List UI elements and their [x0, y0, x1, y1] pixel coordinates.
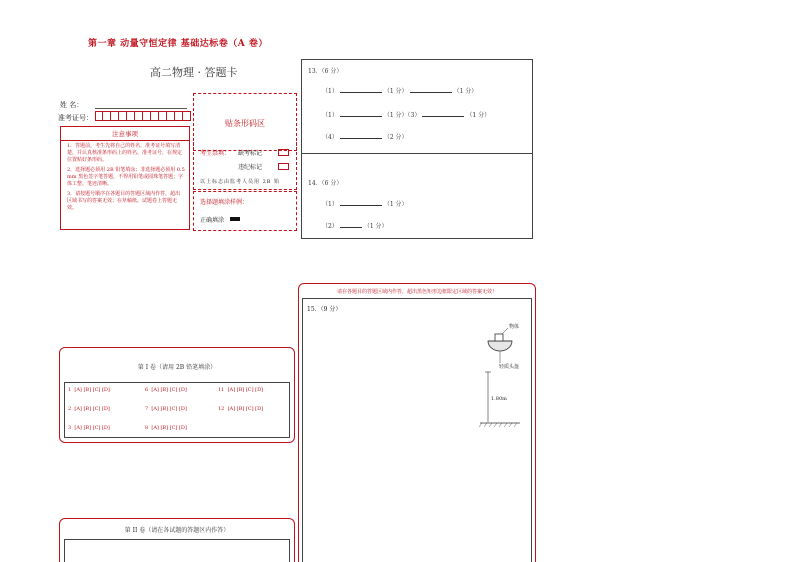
q14-row-2: （2） （1 分） — [322, 223, 388, 230]
exam-title: 第一章 动量守恒定律 基础达标卷（A 卷） — [88, 39, 268, 49]
q15-figure — [478, 319, 538, 434]
part2-answer-area[interactable] — [64, 539, 290, 562]
part1-title: 第 I 卷（请用 2B 铅笔填涂） — [137, 364, 217, 371]
q13-row-2: （1） （1 分）（3） （1 分） — [322, 112, 491, 119]
choice-12[interactable]: 12 [A] [B] [C] [D] — [218, 406, 264, 412]
answer-card-title: 高二物理 · 答题卡 — [150, 66, 238, 79]
exam-no-label: 准考证号： — [58, 114, 93, 122]
fill-example-panel — [193, 191, 297, 231]
q15-warning: 请在各题目的答题区域内作答，超出黑色矩形边框限定区域的答案无效！ — [336, 289, 497, 295]
q13-q14-divider — [301, 153, 533, 154]
choice-3[interactable]: 3 [A] [B] [C] [D] — [68, 425, 110, 431]
q15-panel — [298, 283, 536, 562]
examinee-mark-panel — [193, 142, 297, 190]
name-label: 姓 名： — [60, 101, 84, 109]
q14-head: 14．（6 分） — [308, 180, 343, 187]
barcode-label: 贴条形码区 — [225, 119, 265, 128]
correct-fill-sample — [230, 217, 240, 221]
q13-blank-2[interactable] — [410, 92, 452, 93]
q15-answer-area[interactable] — [302, 298, 532, 562]
part2-title: 第 II 卷（请在各试题的答题区内作答） — [124, 527, 230, 534]
notice-item-1: 1．答题前，考生先将自己的姓名，准考证号填写清楚，并认真核准条形码上的姓名、准考证号，在规定位置贴好条形码。 — [67, 143, 183, 163]
q13-blank-3[interactable] — [340, 116, 382, 117]
q15-head: 15．（9 分） — [307, 306, 342, 313]
q15-height-label: 1.80m — [491, 396, 507, 402]
name-field[interactable] — [95, 99, 187, 109]
choice-8[interactable]: 8 [A] [B] [C] [D] — [145, 425, 187, 431]
q13-row-3: （4） （2 分） — [322, 134, 408, 141]
q13-row-1: （1） （1 分） （1 分） — [322, 88, 478, 95]
notice-heading: 注意事项 — [112, 130, 138, 138]
q13-blank-5[interactable] — [340, 138, 382, 139]
notice-item-2: 2．选择题必须用 2B 铅笔填涂；非选择题必须用 0.5 mm 黑色签字笔答题，不得用铅笔或圆珠笔答题；字体工整、笔迹清晰。 — [67, 167, 185, 187]
q13-head: 13．（6 分） — [308, 68, 343, 75]
notice-panel — [60, 126, 190, 230]
violation-label: 违纪标记 — [238, 164, 263, 171]
correct-fill-label: 正确填涂 — [200, 217, 225, 224]
q14-blank-1[interactable] — [340, 205, 382, 206]
q14-row-1: （1） （1 分） — [322, 201, 408, 208]
choice-7[interactable]: 7 [A] [B] [C] [D] — [145, 406, 187, 412]
exam-no-boxes[interactable] — [95, 111, 191, 121]
q14-blank-2[interactable] — [340, 227, 362, 228]
fill-example-label: 选择题填涂样例： — [200, 199, 249, 206]
q13-blank-1[interactable] — [340, 92, 382, 93]
choice-2[interactable]: 2 [A] [B] [C] [D] — [68, 406, 110, 412]
choice-1[interactable]: 1 [A] [B] [C] [D] — [68, 387, 110, 393]
notice-item-3: 3．请按题号顺序在各题目的答题区域内作答，超出区域书写的答案无效；在草稿纸、试题卷上答题无效。 — [67, 191, 181, 211]
violation-checkbox[interactable] — [278, 163, 289, 170]
choice-11[interactable]: 11 [A] [B] [C] [D] — [218, 387, 264, 393]
absent-checkbox[interactable] — [278, 149, 289, 156]
q15-object-label: 物体 — [509, 324, 520, 330]
q13-blank-4[interactable] — [422, 116, 464, 117]
examinee-label: 考生禁填： — [200, 150, 231, 157]
absent-label: 缺考标记 — [238, 150, 263, 157]
q15-helmet-label: 轻质头盔 — [499, 364, 520, 370]
choice-6[interactable]: 6 [A] [B] [C] [D] — [145, 387, 187, 393]
examinee-note: 以上标志由监考人员用 2B 铅 — [200, 179, 281, 185]
part2-panel — [59, 518, 295, 562]
